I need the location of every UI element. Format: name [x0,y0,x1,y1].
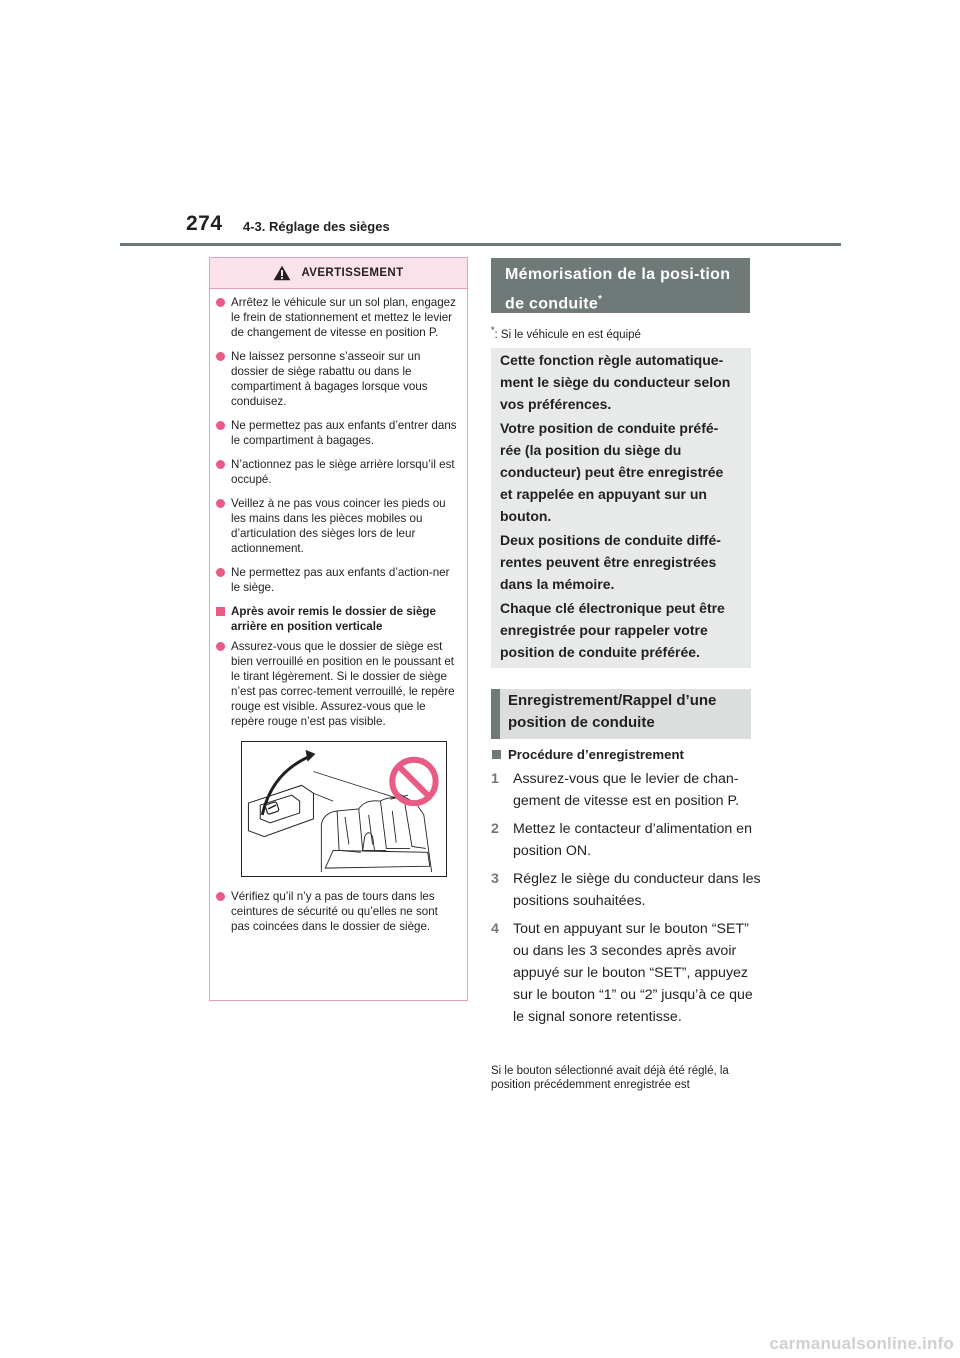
header-rule [120,243,841,246]
warning-item [216,418,457,448]
warning-item [216,565,457,595]
rear-seat-illustration [241,741,447,877]
prohibition-icon [392,760,435,803]
warning-text: N’actionnez pas le siège arrière lorsqu’il est occupé. [231,458,455,486]
section-title: 4-3. Réglage des sièges [243,219,390,234]
warning-item [216,349,457,409]
intro-box [491,348,751,668]
warning-subheading-text: Après avoir remis le dossier de siège arrière en position verticale [231,605,436,633]
step-item [491,818,761,862]
bullet-dot-icon [216,642,225,651]
warning-box [209,257,468,1001]
warning-title: AVERTISSEMENT [301,267,404,279]
procedure-title [492,747,684,762]
warning-item [216,295,457,340]
memory-heading-text: Mémorisation de la posi-tion de conduite [505,266,731,313]
intro-paragraph: Chaque clé électronique peut être enregistrée pour rappeler votre position de conduite préférée. [500,600,725,660]
page-number: 274 [186,212,223,235]
bullet-dot-icon [216,421,225,430]
procedure-title-text: Procédure d’enregistrement [508,747,684,762]
footnote [491,325,641,341]
bullet-dot-icon [216,892,225,901]
memory-heading [491,258,750,313]
bullet-dot-icon [216,460,225,469]
footnote-mark: * [491,325,495,335]
register-note: Si le bouton sélectionné avait déjà été réglé, la position précédemment enregistrée est [491,1065,729,1091]
warning-text: Ne laissez personne s’asseoir sur un dossier de siège rabattu ou dans le compartiment à bagages lorsque vous conduisez. [231,350,428,408]
step-number: 1 [491,771,499,787]
intro-paragraph: Deux positions de conduite diffé-rentes peuvent être enregistrées dans la mémoire. [500,532,721,592]
warning-item [216,496,457,556]
step-list [491,768,761,1034]
square-bullet-icon [492,750,501,759]
warning-text: Arrêtez le véhicule sur un sol plan, engagez le frein de stationnement et mettez le levier de changement de vitesse en position P. [231,296,456,339]
step-number: 2 [491,821,499,837]
warning-text: Assurez-vous que le dossier de siège est bien verrouillé en position en le poussant et le tirant légèrement. Si le dossier de siège n’est pas correc-tement verrouillé, le repère rouge est visible. Assurez-vous que le repère rouge n’est pas visible. [231,640,455,728]
warning-item [216,889,457,934]
bullet-dot-icon [216,352,225,361]
step-text: Assurez-vous que le levier de chan-gement de vitesse est en position P. [513,771,740,809]
warning-item [216,457,457,487]
warning-text: Ne permettez pas aux enfants d’action-ner le siège. [231,566,450,594]
bullet-dot-icon [216,499,225,508]
step-item [491,868,761,912]
step-item [491,768,761,812]
register-heading: Enregistrement/Rappel d’une position de conduite [491,689,751,739]
step-item [491,918,761,1028]
step-text: Réglez le siège du conducteur dans les positions souhaitées. [513,871,761,909]
warning-text: Vérifiez qu’il n’y a pas de tours dans les ceintures de sécurité ou qu’elles ne sont pas coincées dans le dossier de siège. [231,890,438,933]
warning-triangle-icon [273,265,291,281]
intro-paragraph: Votre position de conduite préfé-rée (la position du siège du conducteur) peut être enregistrée et rappelée en appuyant sur un bouton. [500,420,724,524]
warning-header [210,258,467,289]
intro-paragraph: Cette fonction règle automatique-ment le siège du conducteur selon vos préférences. [500,352,731,412]
bullet-square-icon [216,607,225,616]
warning-subheading [216,604,457,634]
memory-heading-mark: * [598,294,603,305]
footnote-text: : Si le véhicule en est équipé [494,328,641,341]
warning-body [210,289,467,934]
bullet-dot-icon [216,298,225,307]
step-text: Tout en appuyant sur le bouton “SET” ou dans les 3 secondes après avoir appuyé sur le bouton “SET”, appuyez sur le bouton “1” ou “2” jusqu’à ce que le signal sonore retentisse. [513,921,753,1025]
step-number: 4 [491,921,499,937]
watermark[interactable]: carmanualsonline.info [769,1334,954,1353]
warning-text: Ne permettez pas aux enfants d’entrer dans le compartiment à bagages. [231,419,457,447]
seat-lock-inset [248,750,400,837]
step-text: Mettez le contacteur d’alimentation en position ON. [513,821,752,859]
bullet-dot-icon [216,568,225,577]
warning-item [216,639,457,729]
step-number: 3 [491,871,499,887]
warning-text: Veillez à ne pas vous coincer les pieds ou les mains dans les pièces mobiles ou d’articulation des sièges lors de leur actionnement. [231,497,446,555]
